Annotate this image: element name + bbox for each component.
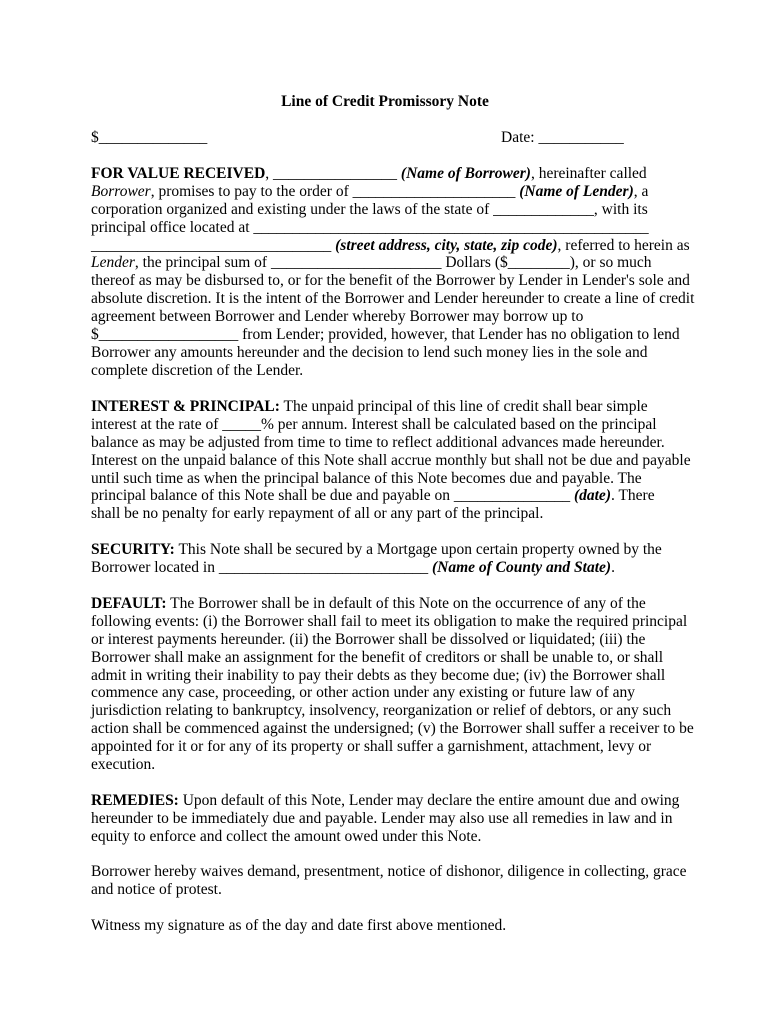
borrower-name-field[interactable]: , ________________ — [265, 165, 401, 182]
line-text: . — [611, 558, 615, 576]
paragraph-line: commence any case, proceeding, or other action under any existing or future law of any — [91, 684, 636, 702]
paragraph-line: until such time as when the principal balance of this Note becomes due and payable. The — [91, 469, 642, 487]
paragraph-line: jurisdiction relating to bankruptcy, insolvency, reorganization or relief of debtors, or any such — [91, 702, 672, 720]
paragraph-line — [91, 541, 691, 559]
principal-office-field[interactable]: principal office located at ___________________________________________________ — [91, 218, 649, 236]
field-hint: (street address, city, state, zip code) — [335, 236, 558, 254]
paragraph-line: equity to enforce and collect the amount owed under this Note. — [91, 827, 482, 845]
line-text: , a — [633, 182, 649, 200]
field-hint: (Name of Borrower) — [400, 165, 531, 182]
paragraph-line — [91, 254, 691, 272]
line-text: The Borrower shall be in default of this Note on the occurrence of any of the — [166, 595, 646, 612]
line-text: , referred to herein as — [557, 236, 690, 254]
due-date-field[interactable]: principal balance of this Note shall be due and payable on _______________ — [91, 487, 574, 505]
paragraph-line: or interest payments hereunder. (ii) the Borrower shall be dissolved or liquidated; (iii) the — [91, 630, 646, 648]
lender-name-field[interactable]: , promises to pay to the order of _____________________ — [150, 182, 520, 200]
default-paragraph — [91, 595, 694, 774]
paragraph-line: execution. — [91, 756, 156, 774]
principal-sum-field[interactable]: , the principal sum of ______________________ Dollars ($________), or so much — [134, 254, 652, 272]
header-row — [91, 129, 691, 147]
paragraph-line: thereof as may be disbursed to, or for the benefit of the Borrower by Lender in Lender's sole and — [91, 272, 690, 290]
line-text: . There — [610, 487, 655, 505]
paragraph-line: Interest on the unpaid balance of this Note shall accrue monthly but shall not be due and payable — [91, 451, 691, 469]
remedies-paragraph — [91, 792, 691, 846]
paragraph-line — [91, 792, 691, 810]
witness-paragraph — [91, 917, 691, 935]
paragraph-line: Borrower hereby waives demand, presentment, notice of dishonor, diligence in collecting, grace — [91, 863, 687, 880]
interest-rate-field[interactable]: interest at the rate of _____% per annum. Interest shall be calculated based on the principal — [91, 415, 657, 433]
paragraph-line: absolute discretion. It is the intent of the Borrower and Lender hereunder to create a line of credit — [91, 290, 695, 308]
paragraph-line — [91, 595, 691, 613]
paragraph-line: and notice of protest. — [91, 880, 222, 898]
paragraph-line: action shall be commenced against the undersigned; (v) the Borrower shall suffer a receiver to be — [91, 720, 694, 738]
line-text: The unpaid principal of this line of credit shall bear simple — [279, 398, 648, 415]
interest-principal-paragraph — [91, 398, 691, 523]
field-hint: (Name of Lender) — [519, 182, 634, 200]
line-text: , hereinafter called — [530, 165, 647, 182]
amount-field[interactable]: $______________ — [91, 129, 208, 146]
paragraph-line — [91, 487, 691, 505]
county-state-field[interactable]: Borrower located in ___________________________ — [91, 558, 432, 576]
credit-limit-field[interactable]: $__________________ from Lender; provided, however, that Lender has no obligation to lend — [91, 326, 680, 344]
street-address-field[interactable]: _______________________________ — [91, 236, 336, 254]
date-field[interactable]: Date: ___________ — [501, 129, 624, 146]
paragraph-line — [91, 559, 691, 577]
document-title: Line of Credit Promissory Note — [281, 93, 489, 110]
paragraph-line: Borrower any amounts hereunder and the decision to lend such money lies in the sole and — [91, 343, 648, 361]
paragraph-line: shall be no penalty for early repayment of all or any part of the principal. — [91, 505, 544, 523]
paragraph-line: Borrower shall make an assignment for the benefit of creditors or shall be unable to, or shall — [91, 648, 664, 666]
for-value-received-paragraph — [91, 165, 695, 380]
paragraph-line: balance as may be adjusted from time to time to reflect additional advances made hereunder. — [91, 433, 665, 451]
paragraph-line: following events: (i) the Borrower shall fail to meet its obligation to make the required principal — [91, 612, 688, 630]
paragraph-line: agreement between Borrower and Lender whereby Borrower may borrow up to — [91, 308, 584, 326]
paragraph-line: complete discretion of the Lender. — [91, 361, 304, 379]
paragraph-line — [91, 398, 691, 416]
remedies-heading: REMEDIES: — [91, 792, 179, 809]
paragraph-line: admit in writing their inability to pay their debts as they become due; (iv) the Borrower shall — [91, 666, 666, 684]
defined-term: Borrower — [91, 182, 151, 200]
paragraph-line: hereunder to be immediately due and payable. Lender may also use all remedies in law and in — [91, 809, 673, 827]
waiver-paragraph — [91, 863, 691, 899]
security-heading: SECURITY: — [91, 541, 175, 558]
paragraph-line — [91, 165, 691, 183]
default-heading: DEFAULT: — [91, 595, 167, 612]
security-paragraph — [91, 541, 691, 577]
field-hint: (Name of County and State) — [431, 558, 612, 576]
paragraph-line: corporation organized and existing under the laws of the state of _____________, with its — [91, 200, 648, 218]
paragraph-line — [91, 183, 691, 201]
interest-principal-heading: INTEREST & PRINCIPAL: — [91, 398, 280, 415]
field-hint: (date) — [573, 487, 611, 505]
paragraph-line: Witness my signature as of the day and date first above mentioned. — [91, 917, 507, 934]
paragraph-line: appointed for it or for any of its property or shall suffer a garnishment, attachment, levy or — [91, 738, 652, 756]
paragraph-line — [91, 237, 691, 255]
line-text: Upon default of this Note, Lender may declare the entire amount due and owing — [178, 792, 680, 809]
for-value-received-heading: FOR VALUE RECEIVED — [91, 165, 266, 182]
line-text: This Note shall be secured by a Mortgage upon certain property owned by the — [174, 541, 662, 558]
defined-term: Lender — [91, 254, 135, 272]
